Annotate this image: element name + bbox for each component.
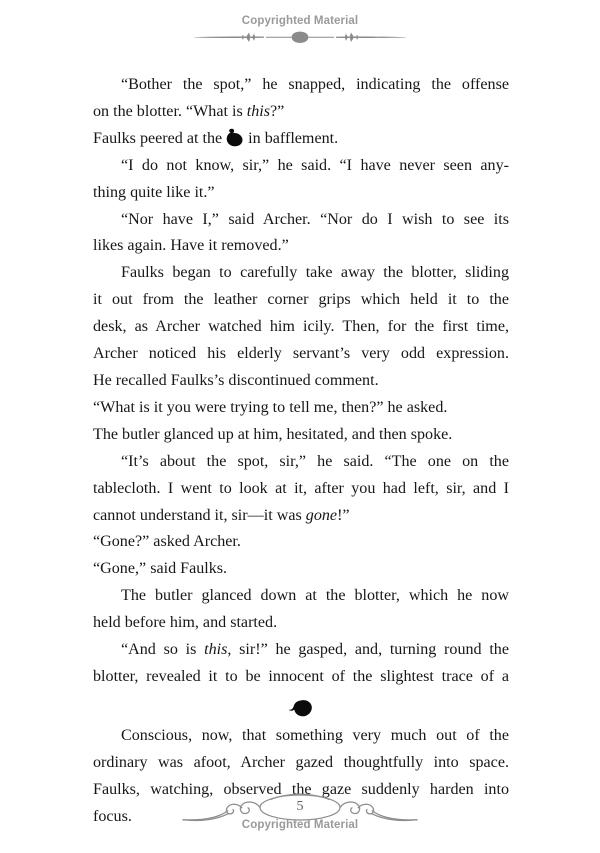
text-line: He recalled Faulks’s discontinued comment. (93, 371, 379, 389)
ink-spot-centered-svg (288, 699, 314, 718)
text-line: “It’s about the spot, sir,” he said. “The one on the (121, 452, 509, 470)
horizontal-rule-ornament-svg (192, 28, 408, 46)
text-run: Faulks peered at the (93, 129, 223, 147)
text-run: cannot understand it, sir—it was (93, 506, 306, 524)
text-line: desk, as Archer watched him icily. Then, for the first time, (93, 318, 509, 336)
text-line (93, 503, 509, 530)
text-line: it out from the leather corner grips which held it to the (93, 291, 509, 309)
text-line: Archer noticed his elderly servant’s very odd expression. (93, 345, 509, 363)
text-line: Conscious, now, that something very much out of the (121, 726, 509, 744)
italic-word: this (246, 102, 271, 120)
text-line: “Gone?” asked Archer. (93, 533, 241, 551)
ink-spot-inline-svg (225, 128, 245, 147)
text-line: Faulks began to carefully take away the blotter, sliding (121, 264, 509, 282)
paragraph-2 (93, 126, 509, 153)
paragraph-7 (93, 422, 509, 449)
italic-word: gone (305, 506, 338, 524)
text-line: tablecloth. I went to look at it, after you had left, sir, and I (93, 479, 509, 497)
text-run: “And so is (121, 641, 205, 659)
text-line: held before him, and started. (93, 614, 278, 632)
text-line: blotter, revealed it to be innocent of the slightest trace of a (93, 667, 509, 685)
text-line: The butler glanced down at the blotter, which he now (121, 587, 509, 605)
paragraph-1 (93, 72, 509, 126)
paragraph-5 (93, 260, 509, 395)
text-line: “Gone,” said Faulks. (93, 560, 228, 578)
text-line: The butler glanced up at him, hesitated, and then spoke. (93, 425, 453, 443)
ink-spot-inline (225, 128, 245, 147)
text-line (93, 99, 509, 126)
paragraph-6 (93, 395, 509, 422)
paragraph-10 (93, 556, 509, 583)
text-run: !” (337, 506, 350, 524)
ink-spot-centered-wrap (93, 693, 509, 723)
text-line: “Bother the spot,” he snapped, indicating the offense (121, 76, 509, 93)
paragraph-9 (93, 529, 509, 556)
italic-word: this (204, 641, 228, 659)
text-line (93, 126, 509, 153)
copyright-watermark-bottom: Copyrighted Material (241, 819, 359, 831)
text-run: , sir!” he gasped, and, turning round the (227, 641, 509, 659)
text-line: “I do not know, sir,” he said. “I have never seen any- (121, 156, 509, 174)
text-run: in bafflement. (248, 129, 339, 147)
paragraph-11 (93, 583, 509, 637)
text-line: likes again. Have it removed.” (93, 237, 289, 255)
body-text (93, 72, 509, 830)
text-line: focus. (93, 807, 132, 825)
text-line: “Nor have I,” said Archer. “Nor do I wish to see its (121, 210, 509, 228)
text-line: thing quite like it.” (93, 183, 215, 201)
text-line: “What is it you were trying to tell me, then?” he asked. (93, 398, 448, 416)
text-run: ?” (270, 102, 285, 120)
paragraph-3 (93, 153, 509, 207)
text-line (93, 637, 509, 664)
text-run: on the blotter. “What is (93, 102, 247, 120)
paragraph-4 (93, 207, 509, 261)
text-line: Faulks, watching, observed the gaze suddenly harden into (93, 780, 509, 798)
text-line: ordinary was afoot, Archer gazed thoughtfully into space. (93, 753, 509, 771)
ink-spot-centered (288, 699, 314, 718)
copyright-watermark-top: Copyrighted Material (241, 15, 359, 27)
page-number: 5 (296, 799, 304, 814)
paragraph-8 (93, 449, 509, 530)
top-ornament (0, 28, 600, 48)
paragraph-12 (93, 637, 509, 691)
